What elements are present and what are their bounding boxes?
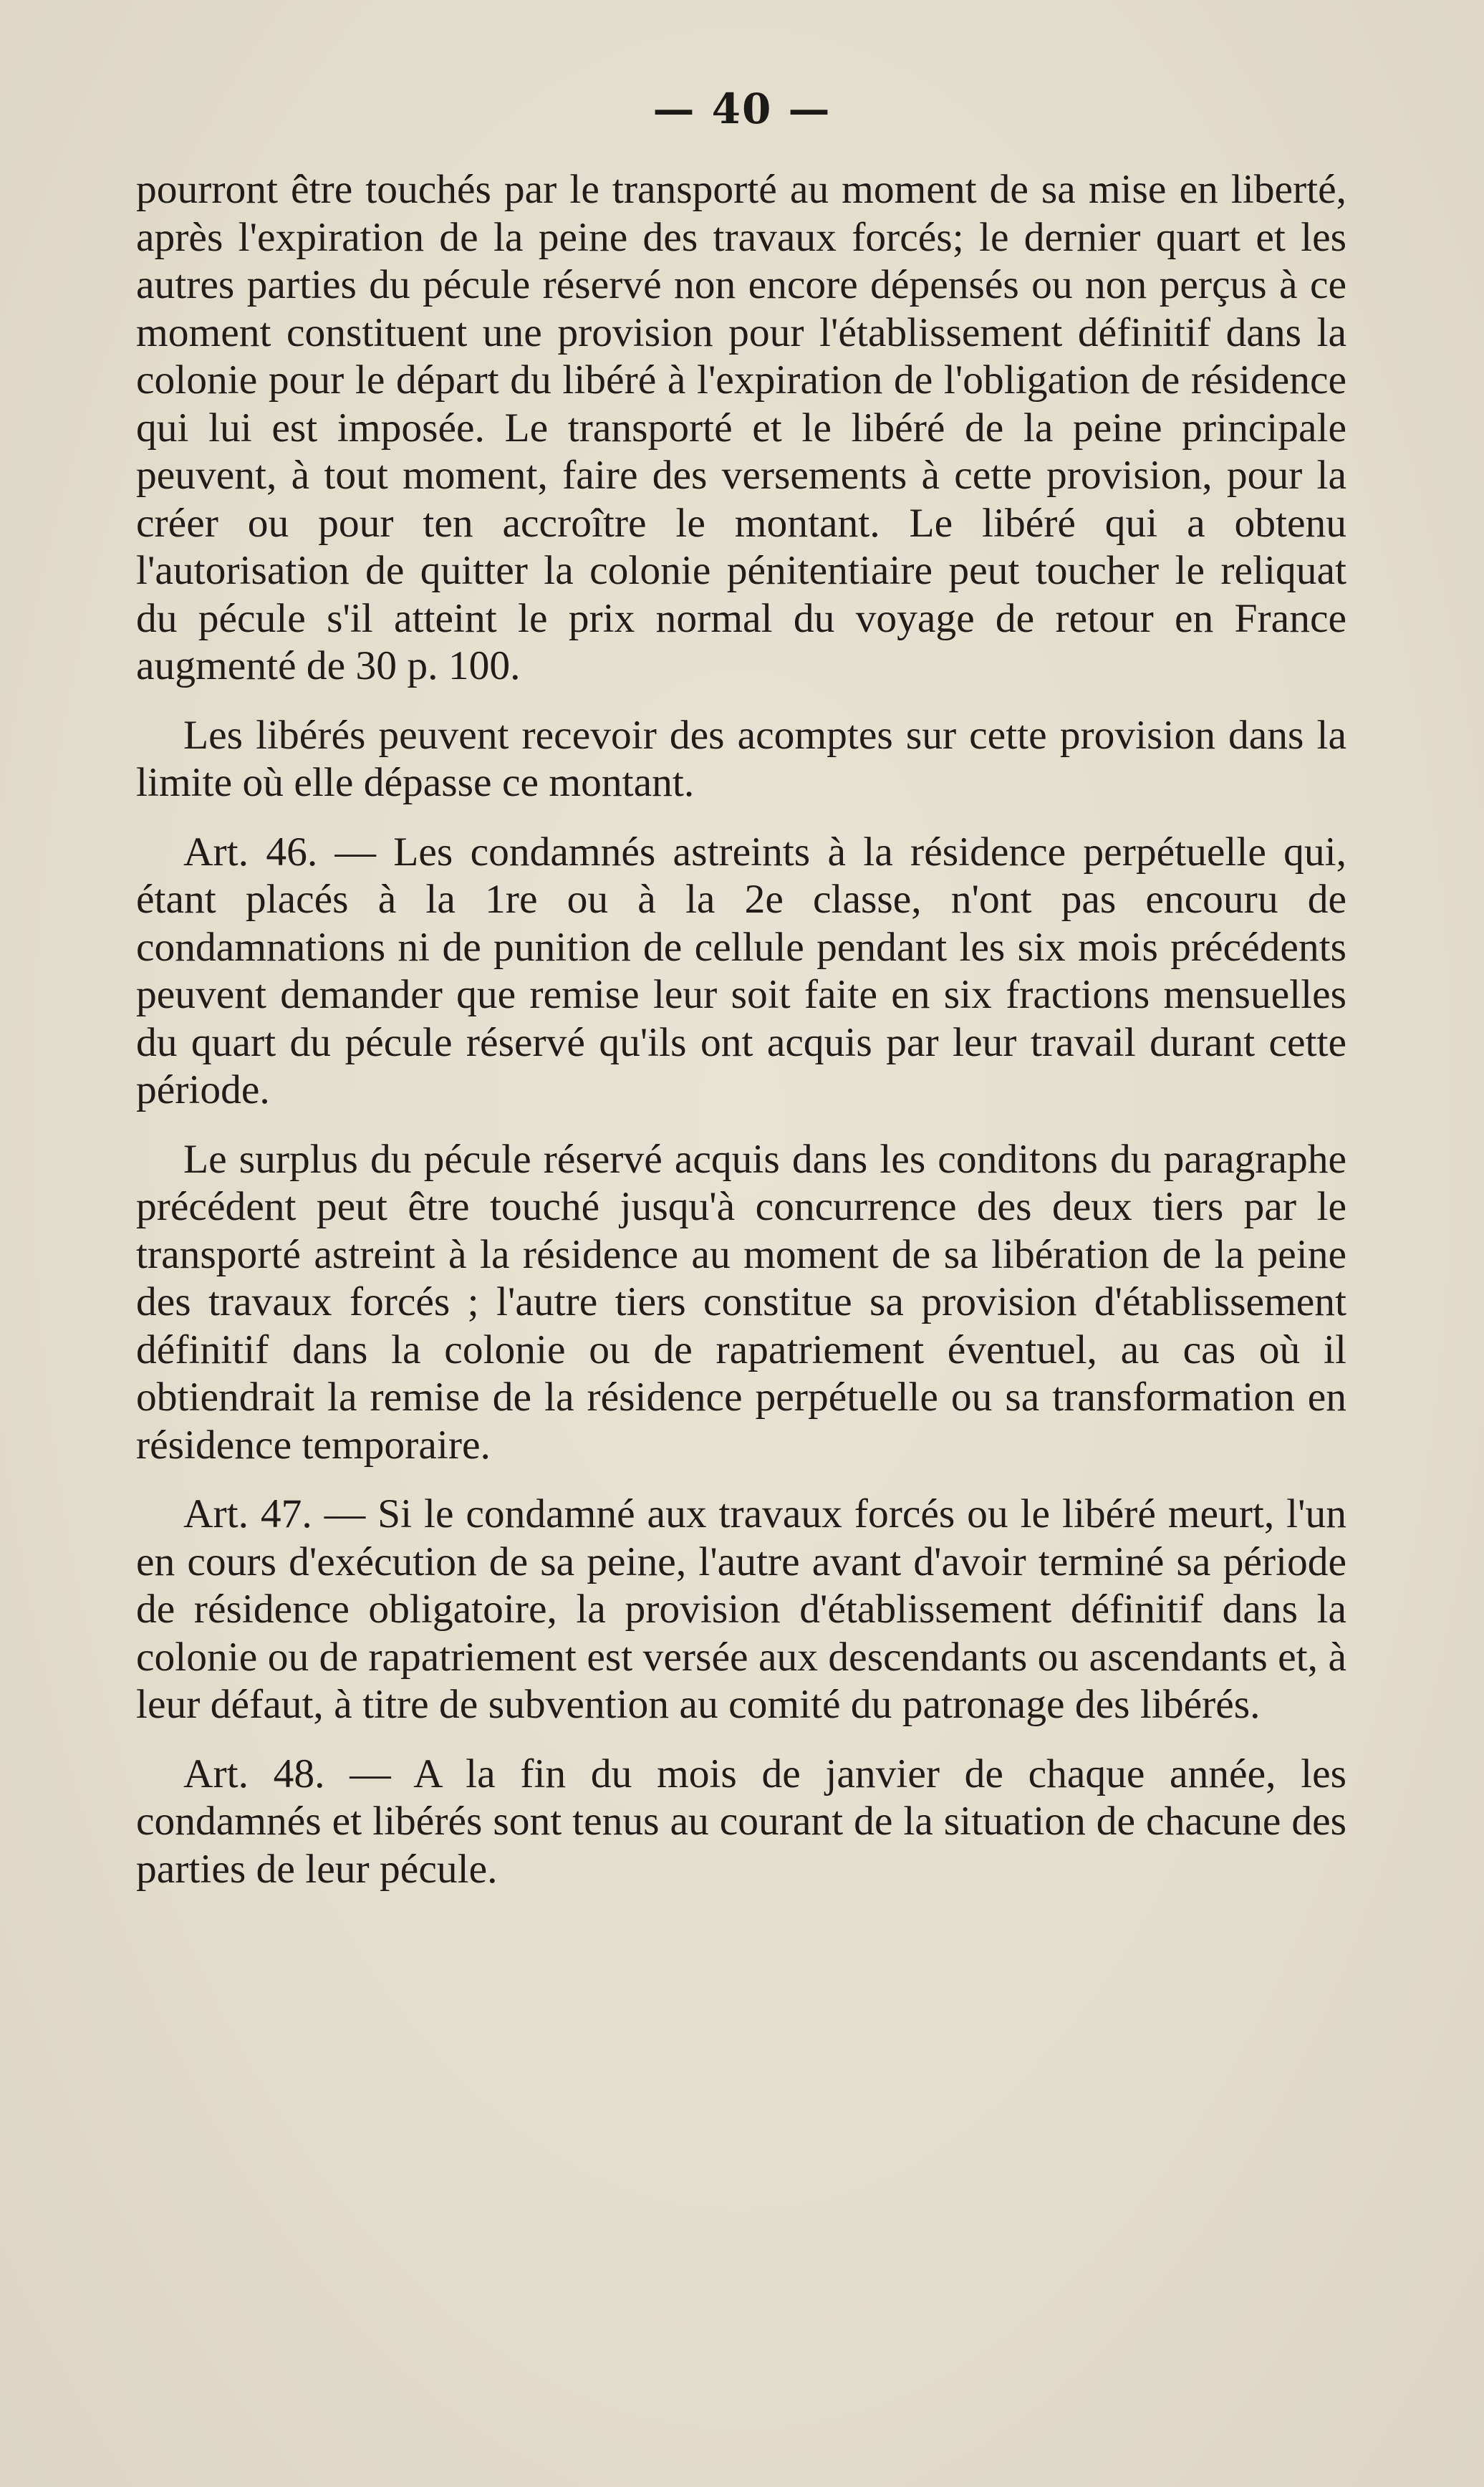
- paragraph-article-48: Art. 48. — A la fin du mois de janvier de chaque année, les condamnés et libérés sont tenus au courant de la situation de chacune des parties de leur pécule.: [136, 1751, 1346, 1892]
- paragraph-article-46: Art. 46. — Les condamnés astreints à la résidence perpétuelle qui, étant placés à la 1re ou à la 2e classe, n'ont pas encouru de condamnations ni de punition de cellule pendant les six mois précédents peuvent demander que remise leur soit faite en six fractions mensuelles du quart du pécule réservé qu'ils ont acquis par leur travail durant cette période.: [136, 829, 1346, 1112]
- paragraph-article-47: Art. 47. — Si le condamné aux travaux forcés ou le libéré meurt, l'un en cours d'exécution de sa peine, l'autre avant d'avoir terminé sa période de résidence obligatoire, la provision d'établissement définitif dans la colonie ou de rapatriement est versée aux descendants ou ascendants et, à leur défaut, à titre de subvention au comité du patronage des libérés.: [136, 1491, 1346, 1727]
- paragraph-surplus: Le surplus du pécule réservé acquis dans les conditons du paragraphe précédent peut être touché jusqu'à concurrence des deux tiers par le transporté astreint à la résidence au moment de sa libération de la peine des travaux forcés ; l'autre tiers constitue sa provision d'établissement définitif dans la colonie ou de rapatriement éventuel, au cas où il obtiendrait la remise de la résidence perpétuelle ou sa transformation en résidence temporaire.: [136, 1136, 1346, 1468]
- body-text: [136, 166, 1346, 1893]
- paragraph-acomptes: Les libérés peuvent recevoir des acomptes sur cette provision dans la limite où elle dépasse ce montant.: [136, 712, 1346, 805]
- paragraph-continuation: pourront être touchés par le transporté au moment de sa mise en liberté, après l'expiration de la peine des travaux forcés; le dernier quart et les autres parties du pécule réservé non encore dépensés ou non perçus à ce moment constituent une provision pour l'établissement définitif dans la colonie pour le départ du libéré à l'expiration de l'obligation de résidence qui lui est imposée. Le transporté et le libéré de la peine principale peuvent, à tout moment, faire des versements à cette provision, pour la créer ou pour ten accroître le montant. Le libéré qui a obtenu l'autorisation de quitter la colonie pénitentiaire peut toucher le reliquat du pécule s'il atteint le prix normal du voyage de retour en France augmenté de 30 p. 100.: [136, 167, 1346, 688]
- page-number: — 40 —: [652, 85, 832, 133]
